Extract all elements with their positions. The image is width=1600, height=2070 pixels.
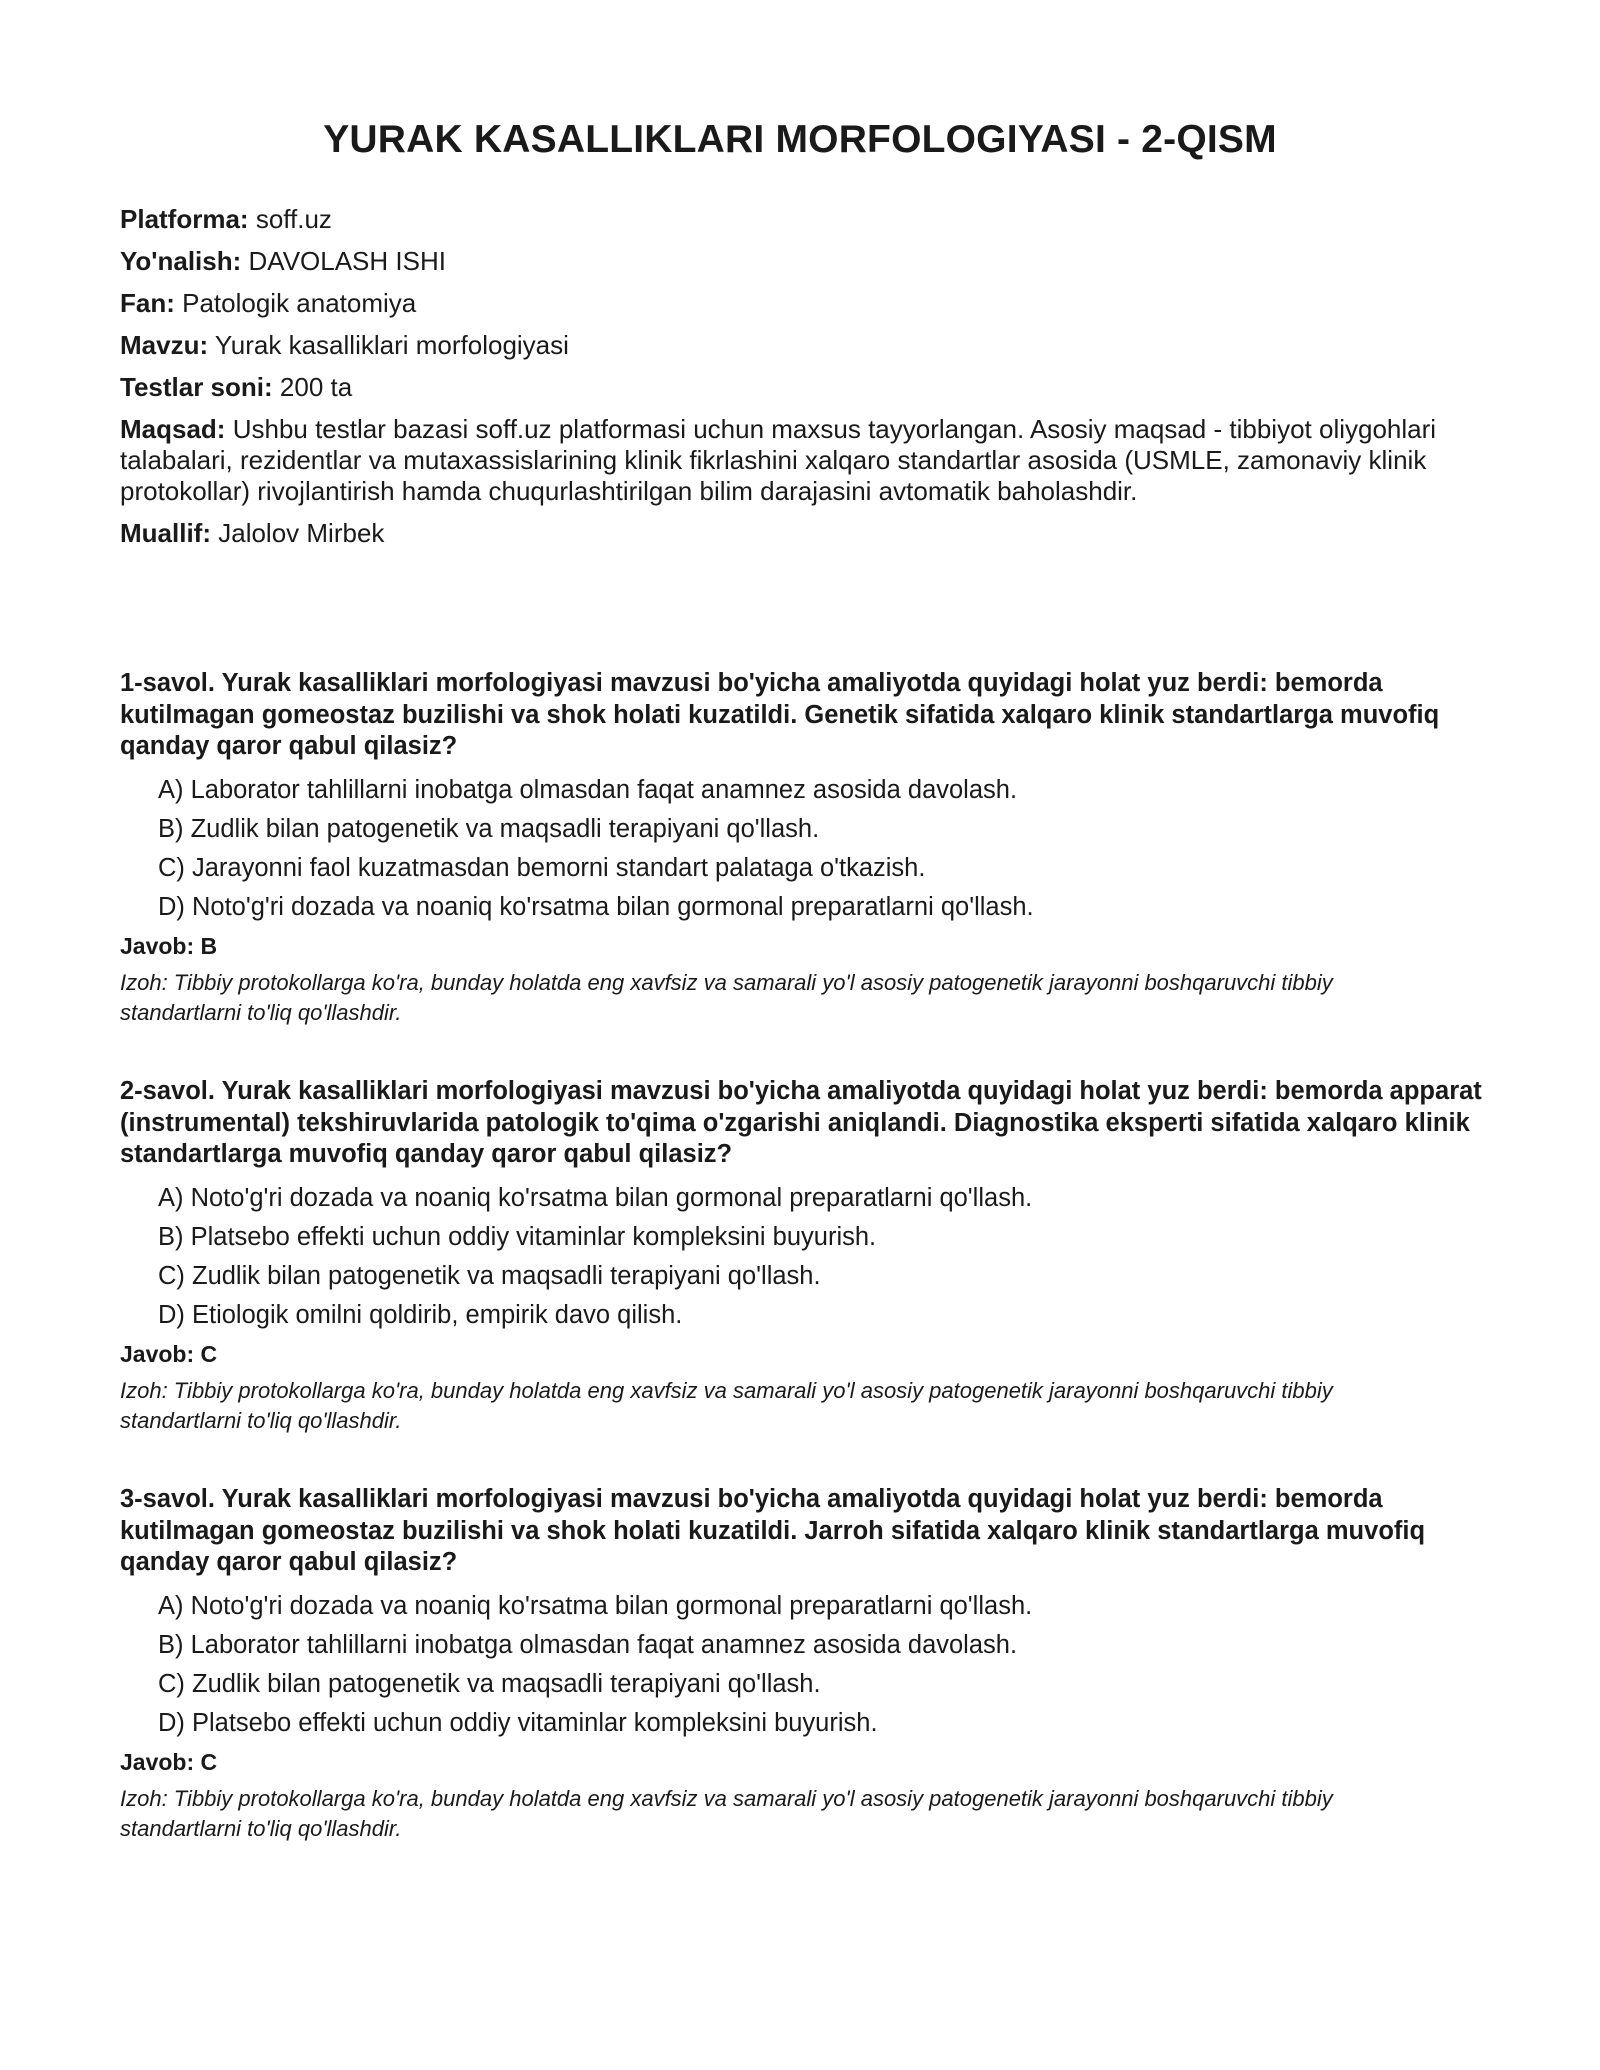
meta-value: Jalolov Mirbek [218, 518, 385, 548]
option-c: C) Zudlik bilan patogenetik va maqsadli terapiyani qo'llash. [158, 1261, 821, 1290]
answer-options [158, 775, 1490, 923]
answer-key: Javob: C [120, 1340, 218, 1367]
option-a: A) Noto'g'ri dozada va noaniq ko'rsatma bilan gormonal preparatlarni qo'llash. [158, 1591, 1033, 1620]
meta-value: Yurak kasalliklari morfologiyasi [214, 330, 569, 360]
meta-key: Yo'nalish: [120, 246, 242, 276]
option-c: C) Jarayonni faol kuzatmasdan bemorni standart palataga o'tkazish. [158, 853, 926, 882]
option-a: A) Laborator tahlillarni inobatga olmasdan faqat anamnez asosida davolash. [158, 775, 1018, 804]
meta-subject [120, 288, 1460, 319]
option-b: B) Laborator tahlillarni inobatga olmasdan faqat anamnez asosida davolash. [158, 1630, 1018, 1659]
option-d: D) Etiologik omilni qoldirib, empirik davo qilish. [158, 1300, 683, 1329]
meta-test-count [120, 372, 1460, 403]
option-b: B) Zudlik bilan patogenetik va maqsadli terapiyani qo'llash. [158, 814, 820, 843]
answer-options [158, 1183, 1490, 1331]
meta-key: Mavzu: [120, 330, 209, 360]
meta-key: Platforma: [120, 204, 249, 234]
meta-value: Patologik anatomiya [182, 288, 417, 318]
answer-key: Javob: B [120, 932, 218, 959]
meta-platform [120, 204, 1460, 235]
meta-purpose [120, 414, 1460, 507]
meta-value: soff.uz [255, 204, 332, 234]
question-text: 2-savol. Yurak kasalliklari morfologiyasi mavzusi bo'yicha amaliyotda quyidagi holat yuz berdi: bemorda apparat (instrumental) tekshiruvlarida patologik to'qima o'zgarishi aniqlandi. Diagnostika eksperti sifatida xalqaro klinik standartlarga muvofiq qanday qaror qabul qilasiz? [120, 1077, 1482, 1168]
answer-explanation: Izoh: Tibbiy protokollarga ko'ra, bunday holatda eng xavfsiz va samarali yo'l asosiy patogenetik jarayonni boshqaruvchi tibbiy standartlarni to'liq qo'llashdir. [120, 1377, 1333, 1433]
meta-topic [120, 330, 1460, 361]
meta-value: 200 ta [279, 372, 353, 402]
question-block-3 [120, 1484, 1490, 1844]
answer-explanation: Izoh: Tibbiy protokollarga ko'ra, bunday holatda eng xavfsiz va samarali yo'l asosiy patogenetik jarayonni boshqaruvchi tibbiy standartlarni to'liq qo'llashdir. [120, 1785, 1333, 1841]
meta-author [120, 518, 1460, 549]
question-block-1 [120, 668, 1490, 1028]
option-d: D) Noto'g'ri dozada va noaniq ko'rsatma bilan gormonal preparatlarni qo'llash. [158, 892, 1034, 921]
option-b: B) Platsebo effekti uchun oddiy vitaminlar kompleksini buyurish. [158, 1222, 877, 1251]
document-title: YURAK KASALLIKLARI MORFOLOGIYASI - 2-QISM [323, 118, 1277, 161]
meta-key: Maqsad: [120, 414, 226, 444]
meta-value: Ushbu testlar bazasi soff.uz platformasi uchun maxsus tayyorlangan. Asosiy maqsad - tibbiyot oliygohlari talabalari, rezidentlar va mutaxassislarining klinik fikrlashini xalqaro standartlar asosida (USMLE, zamonaviy klinik protokollar) rivojlantirish hamda chuqurlashtirilgan bilim darajasini avtomatik baholashdir. [120, 414, 1437, 506]
document-metadata [120, 204, 1460, 560]
answer-explanation: Izoh: Tibbiy protokollarga ko'ra, bunday holatda eng xavfsiz va samarali yo'l asosiy patogenetik jarayonni boshqaruvchi tibbiy standartlarni to'liq qo'llashdir. [120, 969, 1333, 1025]
answer-options [158, 1591, 1490, 1739]
meta-key: Testlar soni: [120, 372, 273, 402]
option-a: A) Noto'g'ri dozada va noaniq ko'rsatma bilan gormonal preparatlarni qo'llash. [158, 1183, 1033, 1212]
meta-key: Fan: [120, 288, 175, 318]
option-c: C) Zudlik bilan patogenetik va maqsadli terapiyani qo'llash. [158, 1669, 821, 1698]
question-block-2 [120, 1076, 1490, 1436]
question-text: 1-savol. Yurak kasalliklari morfologiyasi mavzusi bo'yicha amaliyotda quyidagi holat yuz berdi: bemorda kutilmagan gomeostaz buzilishi va shok holati kuzatildi. Genetik sifatida xalqaro klinik standartlarga muvofiq qanday qaror qabul qilasiz? [120, 669, 1440, 760]
answer-key: Javob: C [120, 1748, 218, 1775]
meta-direction [120, 246, 1460, 277]
meta-key: Muallif: [120, 518, 211, 548]
meta-value: DAVOLASH ISHI [248, 246, 446, 276]
question-text: 3-savol. Yurak kasalliklari morfologiyasi mavzusi bo'yicha amaliyotda quyidagi holat yuz berdi: bemorda kutilmagan gomeostaz buzilishi va shok holati kuzatildi. Jarroh sifatida xalqaro klinik standartlarga muvofiq qanday qaror qabul qilasiz? [120, 1485, 1426, 1576]
option-d: D) Platsebo effekti uchun oddiy vitaminlar kompleksini buyurish. [158, 1708, 878, 1737]
